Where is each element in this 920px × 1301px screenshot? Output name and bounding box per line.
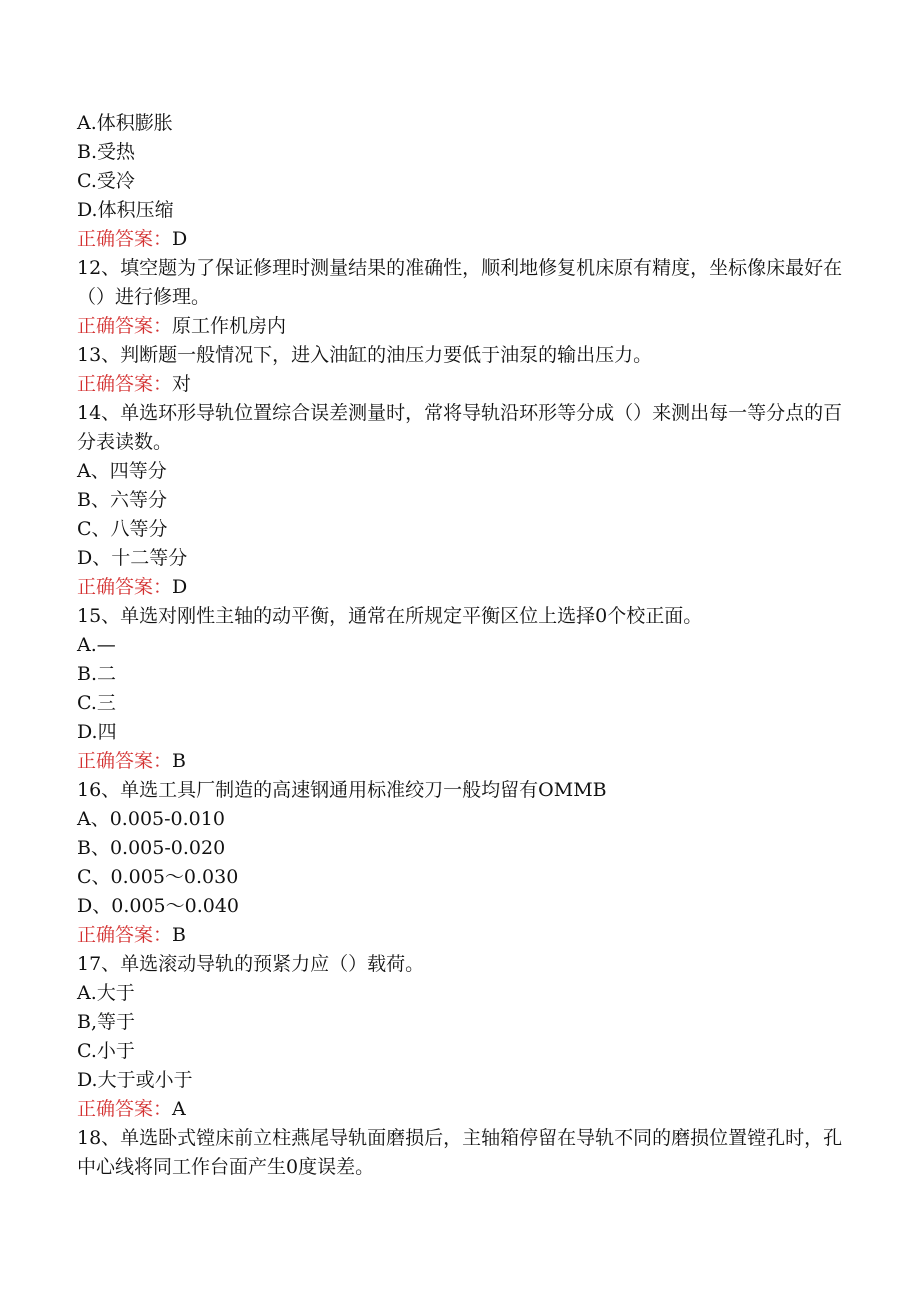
option-d: D.四 <box>77 721 117 743</box>
question-text: 13、判断题一般情况下，进入油缸的油压力要低于油泵的输出压力。 <box>77 344 653 366</box>
question-text: 15、单选对刚性主轴的动平衡，通常在所规定平衡区位上选择0个校正面。 <box>77 605 703 627</box>
answer-value: D <box>172 576 188 598</box>
answer-line <box>77 225 847 254</box>
option-b: B.二 <box>77 663 117 685</box>
answer-line <box>77 573 847 602</box>
option-a: A、四等分 <box>77 460 167 482</box>
option-a: A.体积膨胀 <box>77 112 173 134</box>
option-c: C、八等分 <box>77 518 168 540</box>
option-b: B、0.005-0.020 <box>77 837 226 859</box>
answer-value: B <box>172 750 186 772</box>
option-c: C.小于 <box>77 1040 135 1062</box>
question-13 <box>77 341 847 399</box>
answer-line <box>77 747 847 776</box>
option-c: C.三 <box>77 692 116 714</box>
option-b: B.受热 <box>77 141 136 163</box>
document-page <box>77 109 847 1182</box>
question-text: 16、单选工具厂制造的高速钢通用标准绞刀一般均留有OMMB <box>77 779 607 801</box>
answer-label: 正确答案： <box>77 576 173 598</box>
answer-label: 正确答案： <box>77 373 173 395</box>
answer-line <box>77 921 847 950</box>
option-d: D.体积压缩 <box>77 199 174 221</box>
answer-line <box>77 1095 847 1124</box>
question-16 <box>77 776 847 950</box>
question-14 <box>77 399 847 602</box>
option-d: D.大于或小于 <box>77 1069 193 1091</box>
question-15 <box>77 602 847 776</box>
question-text: 14、单选环形导轨位置综合误差测量时，常将导轨沿环形等分成（）来测出每一等分点的百分表读数。 <box>77 402 843 453</box>
option-c: C、0.005～0.030 <box>77 866 239 888</box>
option-d: D、十二等分 <box>77 547 188 569</box>
answer-value: A <box>172 1098 186 1120</box>
answer-value: B <box>172 924 186 946</box>
question-text: 18、单选卧式镗床前立柱燕尾导轨面磨损后，主轴箱停留在导轨不同的磨损位置镗孔时，孔中心线将同工作台面产生0度误差。 <box>77 1127 843 1178</box>
answer-line <box>77 370 847 399</box>
answer-label: 正确答案： <box>77 315 173 337</box>
answer-label: 正确答案： <box>77 1098 173 1120</box>
option-b: B,等于 <box>77 1011 136 1033</box>
option-a: A.大于 <box>77 982 135 1004</box>
option-a: A.— <box>77 634 116 656</box>
option-d: D、0.005～0.040 <box>77 895 240 917</box>
answer-value: D <box>172 228 188 250</box>
answer-value: 原工作机房内 <box>172 315 287 337</box>
option-a: A、0.005-0.010 <box>77 808 225 830</box>
answer-line <box>77 312 847 341</box>
option-c: C.受冷 <box>77 170 135 192</box>
answer-label: 正确答案： <box>77 750 173 772</box>
question-12 <box>77 254 847 341</box>
question-11 <box>77 109 847 254</box>
option-b: B、六等分 <box>77 489 167 511</box>
question-text: 12、填空题为了保证修理时测量结果的准确性，顺利地修复机床原有精度，坐标像床最好在（）进行修理。 <box>77 257 843 308</box>
question-17 <box>77 950 847 1124</box>
question-text: 17、单选滚动导轨的预紧力应（）载荷。 <box>77 953 425 975</box>
answer-value: 对 <box>172 373 192 395</box>
answer-label: 正确答案： <box>77 924 173 946</box>
answer-label: 正确答案： <box>77 228 173 250</box>
question-18 <box>77 1124 847 1182</box>
